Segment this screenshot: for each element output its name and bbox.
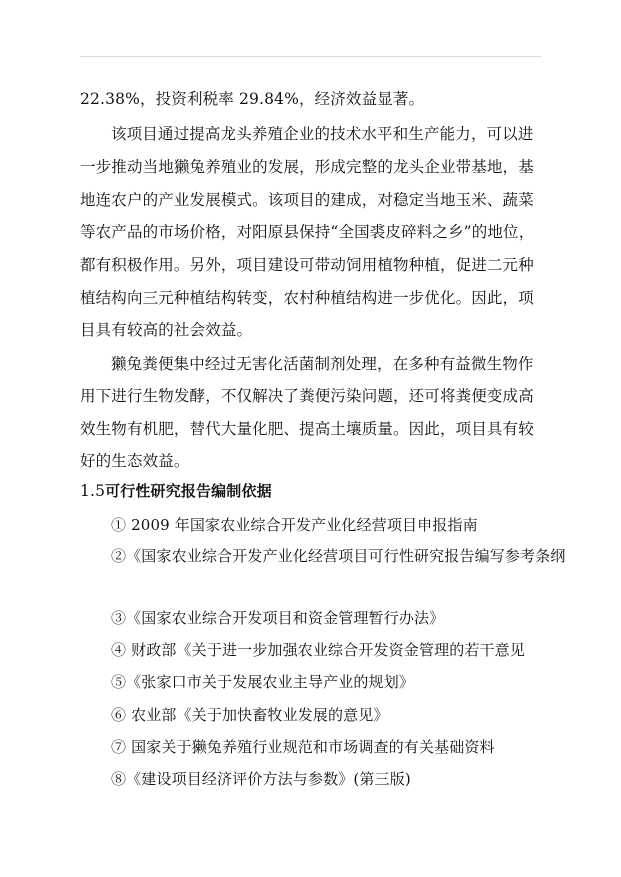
paragraph-line: 该项目通过提高龙头养殖企业的技术水平和生产能力，可以进 — [111, 125, 534, 143]
paragraph-line: 一步推动当地獭兔养殖业的发展，形成完整的龙头企业带基地，基 — [80, 158, 534, 176]
reference-item: ⑦ 国家关于獭兔养殖行业规范和市场调查的有关基础资料 — [111, 738, 495, 756]
section-title: 可行性研究报告编制依据 — [105, 482, 272, 500]
reference-item: ⑧《建设项目经济评价方法与参数》(第三版) — [111, 770, 411, 788]
reference-item: ②《国家农业综合开发产业化经营项目可行性研究报告编写参考条纲 — [111, 547, 566, 565]
paragraph-line: 目具有较高的社会效益。 — [80, 321, 253, 339]
reference-item: ④ 财政部《关于进一步加强农业综合开发资金管理的若干意见 — [111, 641, 525, 659]
paragraph-line: 植结构向三元种植结构转变，农村种植结构进一步优化。因此，项 — [80, 289, 534, 307]
section-heading — [80, 481, 541, 501]
reference-item: ① 2009 年国家农业综合开发产业化经营项目申报指南 — [111, 516, 478, 534]
reference-item: ⑥ 农业部《关于加快畜牧业发展的意见》 — [111, 706, 389, 724]
section-number: 1.5 — [80, 482, 106, 500]
reference-item: ③《国家农业综合开发项目和资金管理暂行办法》 — [111, 609, 445, 627]
paragraph-line: 都有积极作用。另外，项目建设可带动饲用植物种植，促进二元种 — [80, 256, 534, 274]
paragraph-line: 地连农户的产业发展模式。该项目的建成，对稳定当地玉米、蔬菜 — [80, 191, 534, 209]
paragraph-line: 效生物有机肥，替代大量化肥、提高土壤质量。因此，项目具有较 — [80, 420, 534, 438]
paragraph-line: 等农产品的市场价格，对阳原县保持“全国裘皮碎料之乡”的地位， — [80, 223, 535, 241]
paragraph-line: 好的生态效益。 — [80, 452, 190, 470]
reference-item: ⑤《张家口市关于发展农业主导产业的规划》 — [111, 673, 415, 691]
paragraph-line: 22.38%，投资利税率 29.84%，经济效益显著。 — [80, 90, 425, 108]
header-rule — [80, 56, 541, 57]
paragraph-line: 獭兔粪便集中经过无害化活菌制剂处理，在多种有益微生物作 — [111, 355, 534, 373]
paragraph-line: 用下进行生物发酵，不仅解决了粪便污染问题，还可将粪便变成高 — [80, 387, 534, 405]
